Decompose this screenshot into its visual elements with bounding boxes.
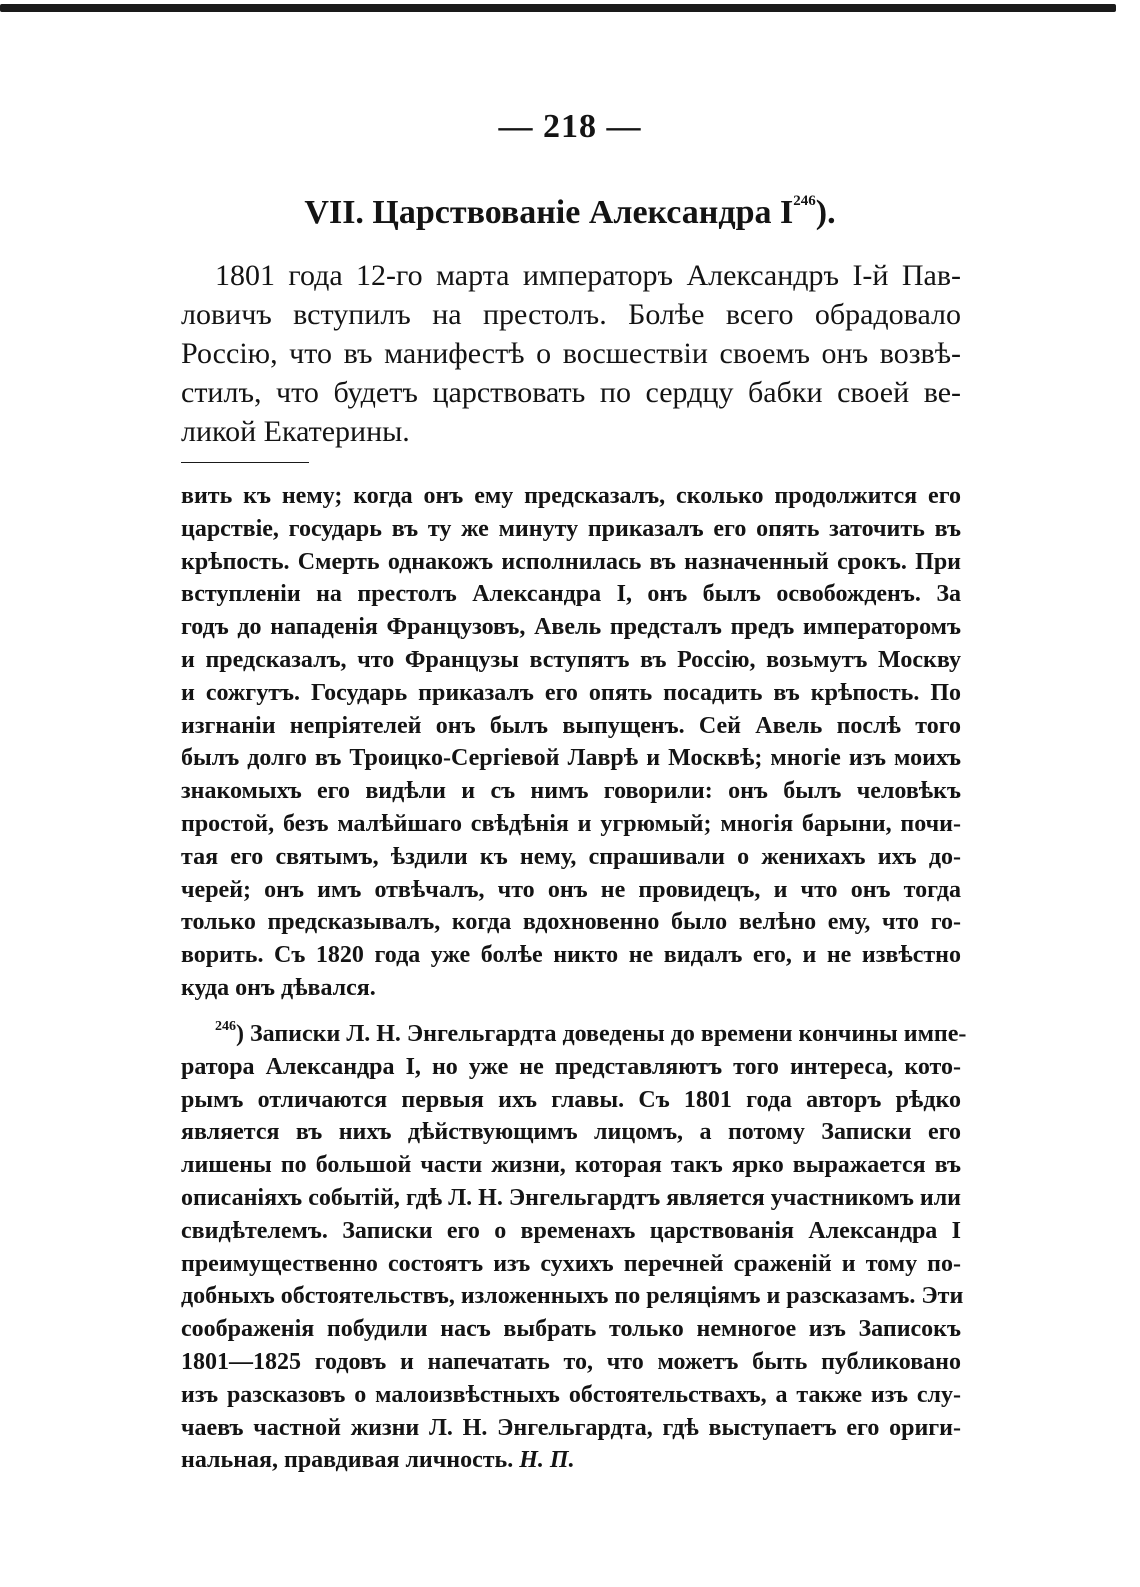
footnote-line: свидѣтелемъ. Записки его о временахъ царствованія Александра I xyxy=(181,1217,961,1244)
footnote-continuation xyxy=(181,480,961,1005)
footnote-line: ратора Александра I, но уже не представляютъ того интереса, кото- xyxy=(181,1053,961,1080)
footnote-246 xyxy=(181,1011,967,1477)
page-number: — 218 — xyxy=(498,108,642,145)
chapter-title-closing: ). xyxy=(815,194,836,231)
top-border-rule xyxy=(0,4,1116,12)
footnote-line: 1801—1825 годовъ и напечатать то, что можетъ быть публиковано xyxy=(181,1348,961,1375)
footnote-line: и предсказалъ, что Французы вступятъ въ Россію, возьмутъ Москву xyxy=(181,646,961,673)
footnote-line: рымъ отличаются первыя ихъ главы. Съ 1801 года авторъ рѣдко xyxy=(181,1086,961,1113)
footnote-line: добныхъ обстоятельствъ, изложенныхъ по реляціямъ и разсказамъ. Эти xyxy=(181,1283,964,1310)
footnote-line: вить къ нему; когда онъ ему предсказалъ, сколько продолжится его xyxy=(181,483,961,509)
footnote-marker-close: ) xyxy=(236,1021,244,1047)
footnote-signature: Н. П. xyxy=(519,1447,575,1474)
footnote-line: знакомыхъ его видѣли и съ нимъ говорили: онъ былъ человѣкъ xyxy=(181,778,961,805)
footnote-line: и сожгутъ. Государь приказалъ его опять посадить въ крѣпость. По xyxy=(181,679,961,706)
main-line: ловичъ вступилъ на престолъ. Болѣе всего обрадовало xyxy=(181,298,961,331)
footnote-line: простой, безъ малѣйшаго свѣдѣнія и угрюмый; многія барыни, почи- xyxy=(181,810,961,837)
footnote-line: годъ до нападенія Французовъ, Авель предсталъ предъ императоромъ xyxy=(181,614,961,641)
footnote-line-text: нальная, правдивая личность. xyxy=(181,1447,514,1474)
footnote-line: тая его святымъ, ѣздили къ нему, спрашивали о женихахъ ихъ до- xyxy=(181,843,961,870)
footnote-line: царствіе, государь въ ту же минуту приказалъ его опять заточить въ xyxy=(181,515,961,542)
footnote-line: описаніяхъ событій, гдѣ Л. Н. Энгельгардтъ является участникомъ или xyxy=(181,1184,961,1211)
footnote-line: крѣпость. Смерть однакожъ исполнилась въ назначенный срокъ. При xyxy=(181,548,961,575)
footnote-line: вступленіи на престолъ Александра I, онъ былъ освобожденъ. За xyxy=(181,581,961,608)
footnote-line: только предсказывалъ, когда вдохновенно было велѣно ему, что го- xyxy=(181,909,961,936)
footnote-line: изъ разсказовъ о малоизвѣстныхъ обстоятельствахъ, а также изъ слу- xyxy=(181,1381,961,1408)
footnote-line: ворить. Съ 1820 года уже болѣе никто не видалъ его, и не извѣстно xyxy=(181,942,961,969)
footnote-line: изгнаніи непріятелей онъ былъ выпущенъ. Сей Авель послѣ того xyxy=(181,712,961,739)
chapter-footnote-ref: 246 xyxy=(793,193,816,209)
main-paragraph xyxy=(181,256,961,451)
chapter-title-text: VII. Царствованіе Александра I xyxy=(304,194,794,231)
footnote-separator xyxy=(181,462,309,463)
footnote-line: куда онъ дѣвался. xyxy=(181,974,376,1001)
footnote-last-line xyxy=(181,1444,961,1477)
footnote-line: преимущественно состоятъ изъ сухихъ перечней сраженій и тому по- xyxy=(181,1250,961,1277)
main-line: стилъ, что будетъ царствовать по сердцу бабки своей ве- xyxy=(181,376,961,409)
footnote-line: является въ нихъ дѣйствующимъ лицомъ, а потому Записки его xyxy=(181,1119,961,1146)
main-line: Россію, что въ манифестѣ о восшествіи своемъ онъ возвѣ- xyxy=(181,337,961,370)
main-line: 1801 года 12-го марта императоръ Александръ I-й Пав- xyxy=(215,259,961,292)
footnote-line: чаевъ частной жизни Л. Н. Энгельгардта, гдѣ выступаетъ его ориги- xyxy=(181,1414,961,1441)
footnote-246-first-line xyxy=(181,1011,967,1051)
footnote-line: былъ долго въ Троицко-Сергіевой Лаврѣ и Москвѣ; многіе изъ моихъ xyxy=(181,745,961,772)
main-line: ликой Екатерины. xyxy=(181,415,410,448)
footnote-line: черей; онъ имъ отвѣчалъ, что онъ не провидецъ, и что онъ тогда xyxy=(181,876,961,903)
chapter-title xyxy=(0,193,1140,232)
footnote-marker: 246 xyxy=(215,1019,236,1034)
footnote-line: соображенія побудили насъ выбрать только немногое изъ Записокъ xyxy=(181,1316,961,1343)
footnote-line-text: Записки Л. Н. Энгельгардта доведены до времени кончины импе- xyxy=(244,1021,967,1047)
footnote-line: лишены по большой части жизни, которая такъ ярко выражается въ xyxy=(181,1152,961,1179)
